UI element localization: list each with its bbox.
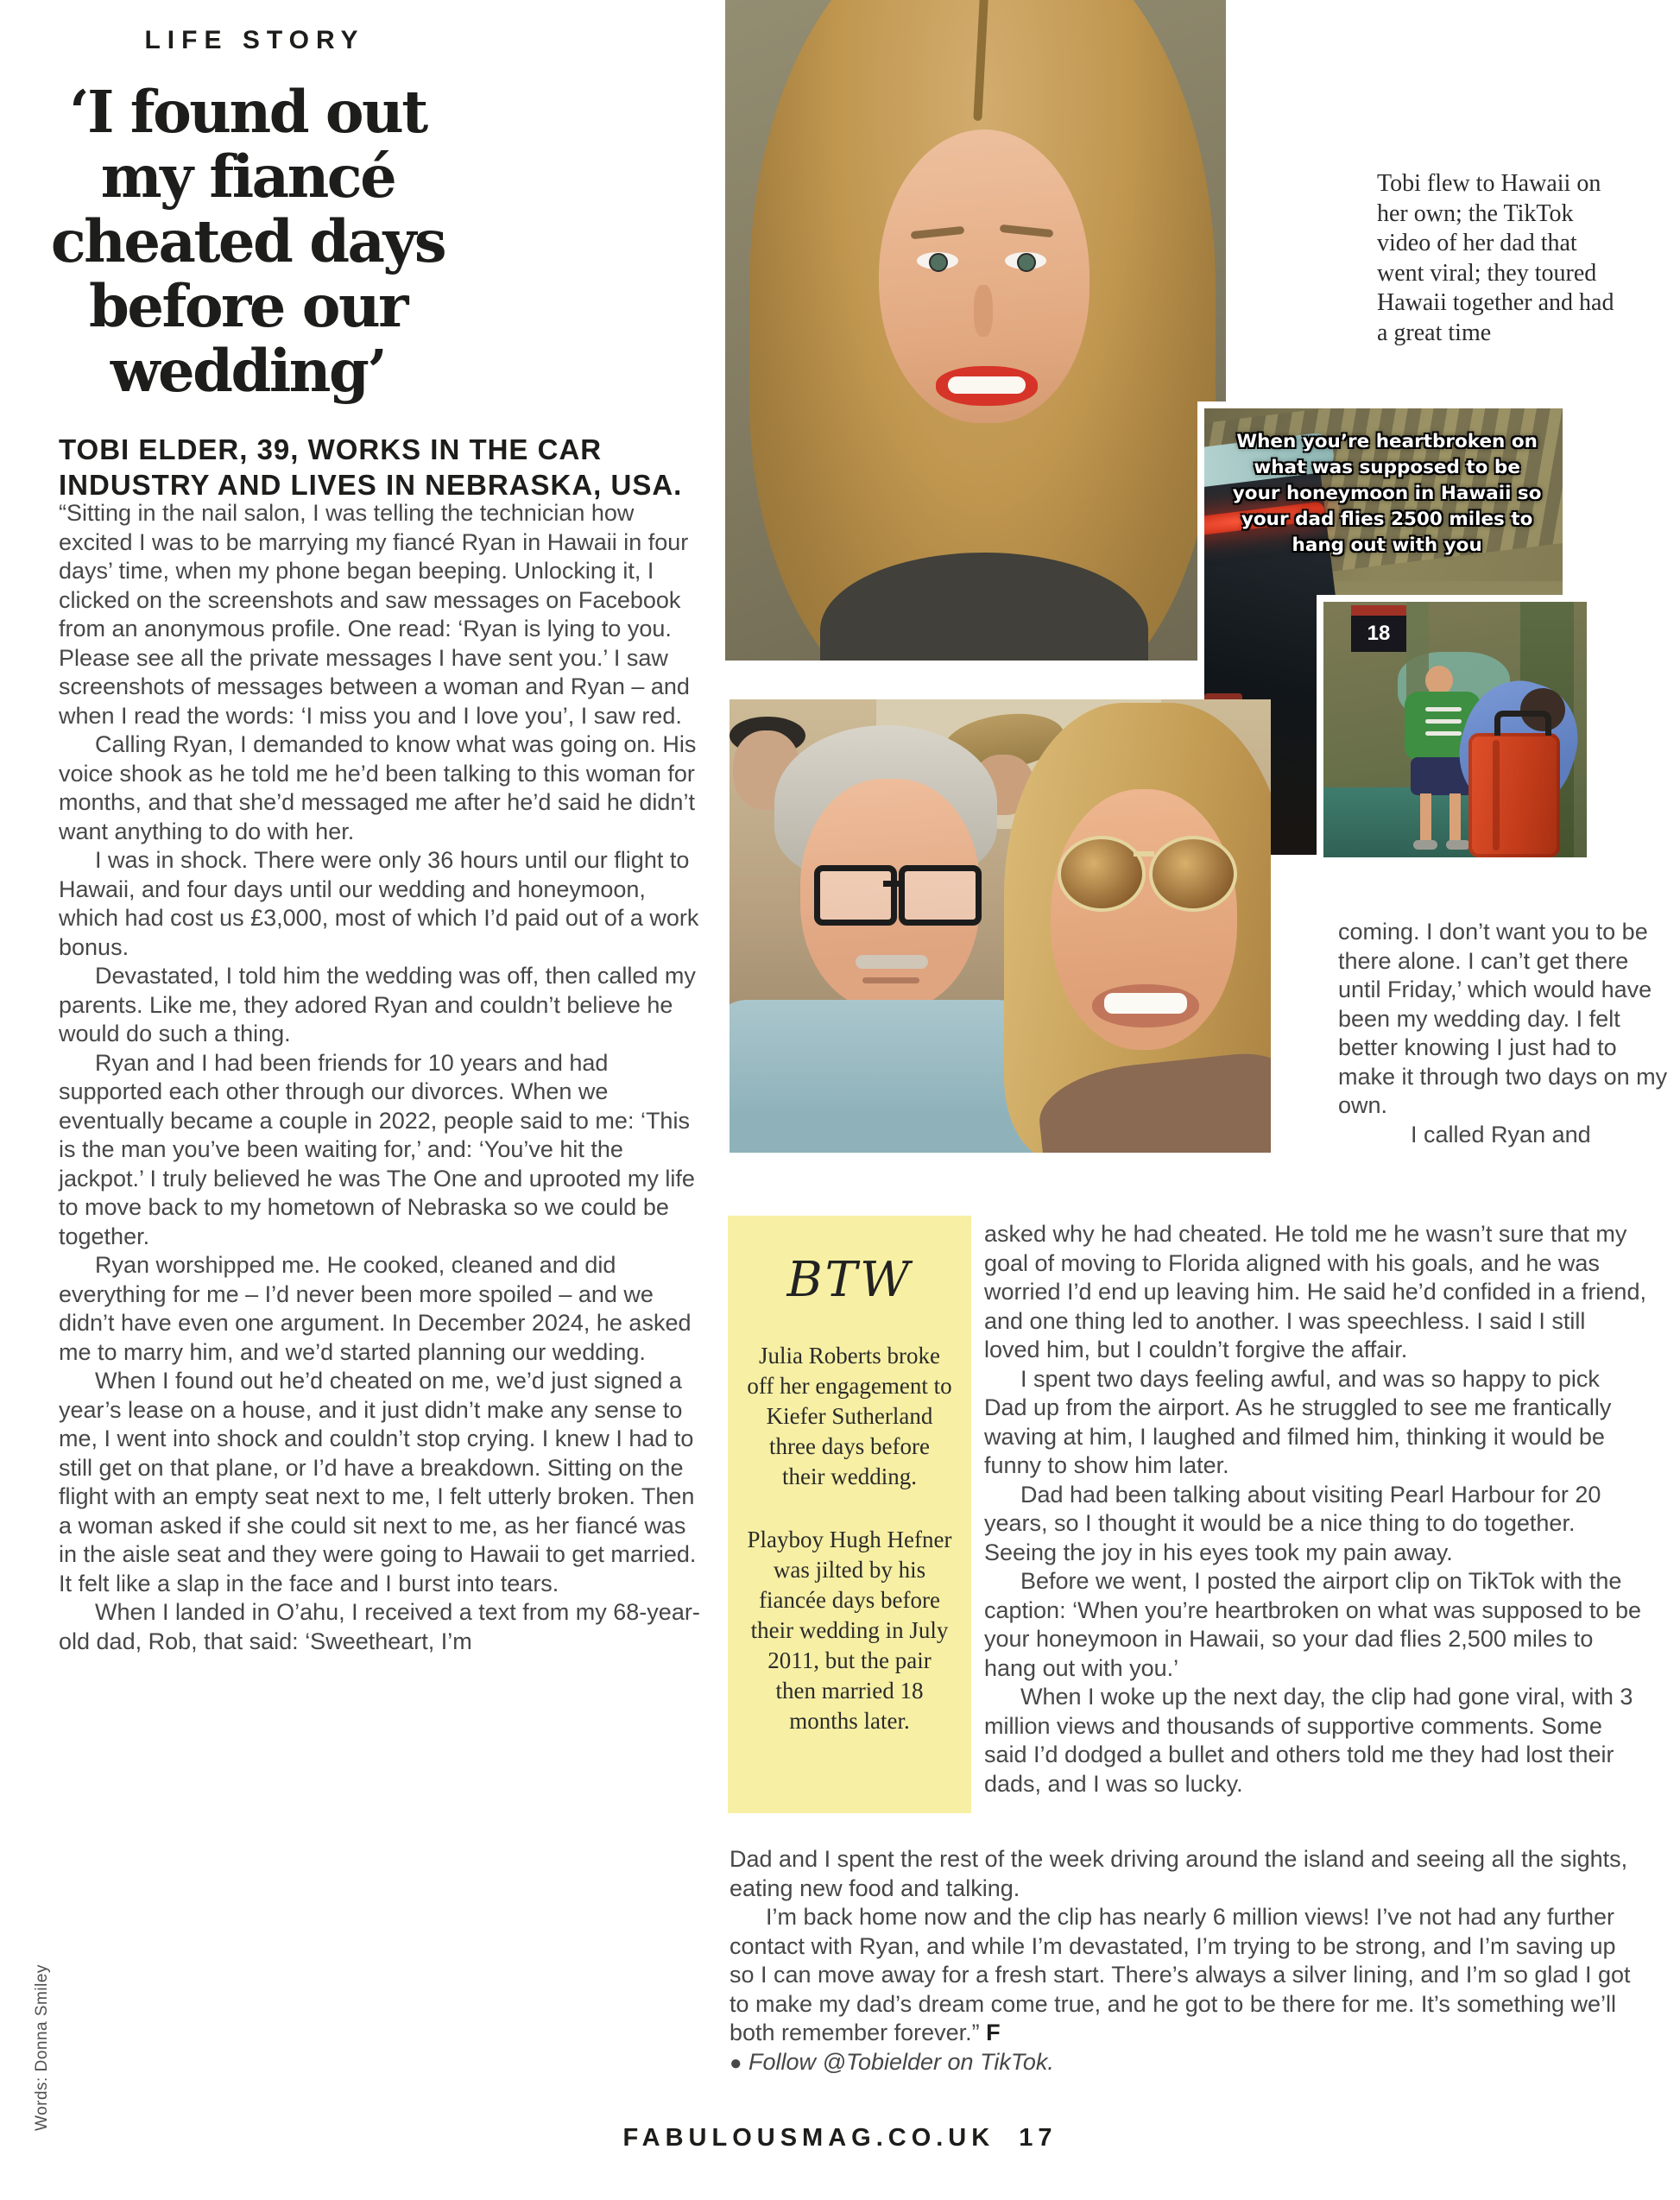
- dad-shoe: [1446, 840, 1470, 850]
- paragraph: Ryan worshipped me. He cooked, cleaned and did everything for me – I’d never been more spoiled – and we didn’t have even one argument. In December 2024, he asked me to marry him, and we’d started planning our wedding.: [59, 1252, 692, 1365]
- headline: [45, 79, 451, 403]
- paragraph: Ryan and I had been friends for 10 years and had supported each other through our divorces. When we eventually became a couple in 2022, people said to me: ‘This is the man you’ve been waiting for,’ and: ‘You’ve hit the jackpot.’ I truly believed he was The One and uprooted my life to move back to my hometown of Nebraska so we could be together.: [59, 1049, 695, 1249]
- portrait-eye: [917, 252, 958, 269]
- btw-fact-box: [728, 1216, 971, 1813]
- paragraph: I spent two days feeling awful, and was so happy to pick Dad up from the airport. As he struggled to see me frantically waving at him, I laughed and filmed him, thinking it would be funny to show him later.: [984, 1365, 1612, 1478]
- headline-line: my fiancé: [100, 142, 395, 211]
- words-credit: Words: Donna Smiley: [33, 1964, 51, 2131]
- portrait-eye: [1005, 252, 1046, 269]
- red-suitcase: [1468, 733, 1560, 857]
- btw-title: BTW: [786, 1252, 913, 1308]
- tiktok-overlay-text: [1222, 429, 1552, 559]
- body-column-right-narrow: [1338, 918, 1668, 1149]
- paragraph-text: I’m back home now and the clip has nearly 6 million views! I’ve not had any further contact with Ryan, and while I’m devastated, I’m trying to be strong, and I’m saving up so I can move away for a fresh start. There’s always a silver lining, and I’m so glad I got to make my dad’s dream come true, and he got to be there for me. It’s something we’ll both remember forever.”: [729, 1904, 1631, 2045]
- dad-leg: [1420, 793, 1431, 844]
- paragraph: When I woke up the next day, the clip had gone viral, with 3 million views and thousands of supportive comments. Some said I’d dodged a bullet and others told me they had lost their dads, and I was so lucky.: [984, 1684, 1633, 1797]
- dad-leg: [1449, 793, 1461, 844]
- follow-handle: Follow @Tobielder on TikTok.: [748, 2048, 1054, 2075]
- paragraph: Devastated, I told him the wedding was off, then called my parents. Like me, they adored Ryan and couldn’t believe he would do such a thing.: [59, 963, 696, 1046]
- dad-mouth: [862, 977, 919, 983]
- overlay-line: your dad flies 2500 miles to: [1241, 509, 1533, 530]
- headline-line: before our: [89, 272, 407, 340]
- headline-line: cheated days: [50, 207, 445, 275]
- overlay-line: hang out with you: [1292, 534, 1482, 556]
- paragraph: [729, 1903, 1646, 2048]
- standfirst: TOBI ELDER, 39, WORKS IN THE CAR INDUSTRY AND LIVES IN NEBRASKA, USA.: [59, 433, 683, 501]
- tiktok-photo-dad-suitcase: [1317, 595, 1594, 864]
- dad-glasses-bridge: [883, 881, 900, 887]
- paragraph: “Sitting in the nail salon, I was telling the technician how excited I was to be marrying my fiancé Ryan in Hawaii in four days’ time, when my phone began beeping. Unlocking it, I clicked on the screenshots and saw messages on Facebook from an anonymous profile. One read: ‘Ryan is lying to you. Please see all the private messages I have sent you.’ I saw screenshots of messages between a woman and Ryan – and when I read the words: ‘I miss you and I love you’, I saw red.: [59, 500, 690, 729]
- page-number: 17: [1019, 2124, 1058, 2152]
- portrait-red-lips: [936, 366, 1038, 406]
- btw-fact: Julia Roberts broke off her engagement to Kiefer Sutherland three days before their wedding.: [747, 1343, 952, 1489]
- dad-glasses-lens: [814, 865, 897, 926]
- btw-fact: Playboy Hugh Hefner was jilted by his fiancée days before their wedding in July 2011, but the pair then married 18 months later.: [747, 1527, 952, 1734]
- shirt-text-line: [1425, 707, 1462, 711]
- portrait-iris: [929, 253, 948, 272]
- paragraph: Before we went, I posted the airport clip on TikTok with the caption: ‘When you’re heartbroken on what was supposed to be your honeymoon in Hawaii, so your dad flies 2,500 miles to hang out with you.’: [984, 1568, 1641, 1681]
- headline-line: wedding’: [110, 337, 386, 405]
- follow-line: [729, 2048, 1646, 2078]
- tobi-aviator-bridge: [1134, 851, 1154, 857]
- tobi-aviator-lens: [1058, 836, 1146, 912]
- dad-head: [1425, 666, 1453, 695]
- shirt-text-line: [1425, 719, 1462, 724]
- portrait-iris: [1017, 253, 1036, 272]
- selfie-photo-dad-and-tobi: [729, 699, 1271, 1153]
- paragraph: When I landed in O’ahu, I received a text from my 68-year-old dad, Rob, that said: ‘Sweetheart, I’m: [59, 1599, 700, 1654]
- body-column-left: [59, 499, 704, 1656]
- page-footer: [0, 2124, 1680, 2153]
- overlay-line: what was supposed to be: [1254, 457, 1520, 478]
- paragraph: asked why he had cheated. He told me he wasn’t sure that my goal of moving to Florida aligned with his goals, and he was worried I’d end up leaving him. He said he’d confided in a friend, and one thing led to another. I was speechless. I said I still loved him, but I couldn’t forgive the affair.: [984, 1221, 1646, 1362]
- paragraph: I called Ryan and: [1411, 1121, 1591, 1147]
- bullet-icon: ●: [729, 2051, 742, 2075]
- footer-site-url: FABULOUSMAG.CO.UK: [622, 2124, 995, 2152]
- gate-sign-18: 18: [1351, 605, 1406, 652]
- paragraph: When I found out he’d cheated on me, we’d just signed a year’s lease on a house, and it just didn’t make any sense to me, I went into shock and couldn’t stop crying. I knew I had to still get on that plane, or I’d have a breakdown. Sitting on the flight with an empty seat next to me, I felt utterly broken. Then a woman asked if she could sit next to me, as her fiancé was in the aisle seat and they were going to Hawaii to get married. It felt like a slap in the face and I burst into tears.: [59, 1368, 697, 1596]
- tobi-aviator-lens: [1149, 836, 1237, 912]
- section-kicker: LIFE STORY: [144, 26, 365, 54]
- photo-caption: Tobi flew to Hawaii on her own; the TikTok video of her dad that went viral; they toured Hawaii together and had a great time: [1377, 170, 1614, 346]
- overlay-line: When you’re heartbroken on: [1236, 431, 1538, 452]
- paragraph: Dad and I spent the rest of the week driving around the island and seeing all the sights, eating new food and talking.: [729, 1846, 1628, 1901]
- tobi-smile: [1092, 984, 1199, 1027]
- paragraph: Dad had been talking about visiting Pearl Harbour for 20 years, so I thought it would be a nice thing to do together. Seeing the joy in his eyes took my pain away.: [984, 1481, 1601, 1565]
- portrait-teeth: [948, 376, 1026, 394]
- dad-shoe: [1413, 840, 1437, 850]
- tobi-teeth: [1104, 993, 1187, 1014]
- suitcase-handle: [1494, 711, 1551, 736]
- dad-glasses-lens: [899, 865, 982, 926]
- shirt-text-line: [1425, 731, 1462, 736]
- body-column-bottom: [729, 1845, 1646, 2077]
- dad-moustache: [856, 955, 928, 969]
- airport-floor: [1323, 787, 1487, 861]
- headline-line: ‘I found out: [69, 78, 426, 146]
- portrait-photo-tobi: [725, 0, 1226, 661]
- overlay-line: your honeymoon in Hawaii so: [1232, 483, 1542, 504]
- paragraph: I was in shock. There were only 36 hours until our flight to Hawaii, and four days until our wedding and honeymoon, which had cost us £3,000, most of which I’d paid out of a work bonus.: [59, 847, 699, 960]
- body-column-right-wide: [984, 1220, 1647, 1799]
- portrait-nose: [974, 285, 993, 337]
- endmark-f: F: [986, 2020, 1001, 2045]
- paragraph: Calling Ryan, I demanded to know what was going on. His voice shook as he told me he’d been talking to this woman for months, and that she’d messaged me after he’d said he didn’t want anything to do with her.: [59, 731, 697, 844]
- paragraph: coming. I don’t want you to be there alone. I can’t get there until Friday,’ which would have been my wedding day. I felt better knowing I just had to make it through two days on my own.: [1338, 919, 1668, 1118]
- suitcase-ridge: [1493, 740, 1500, 850]
